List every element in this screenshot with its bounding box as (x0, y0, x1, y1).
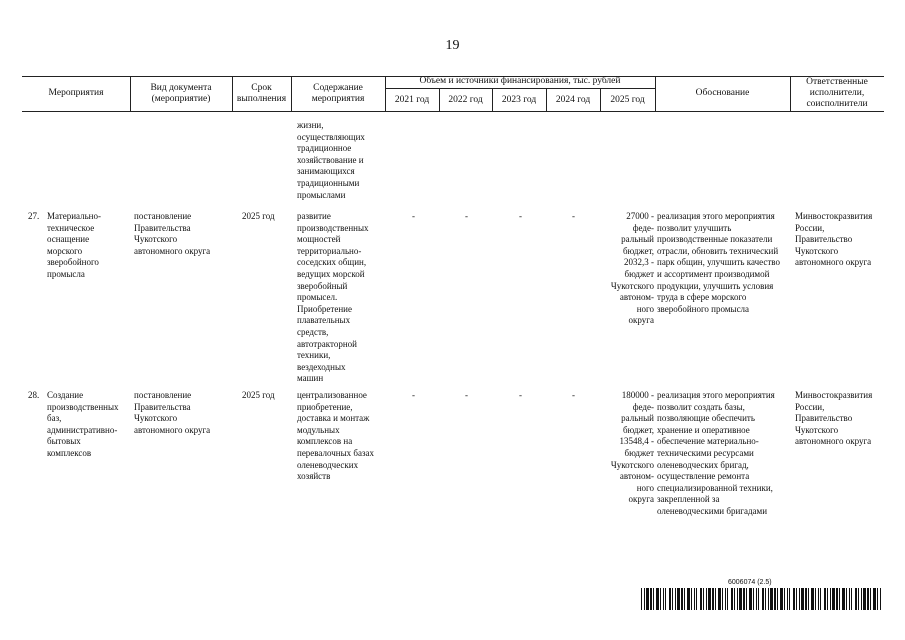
barcode-bar (873, 588, 876, 610)
barcode-bar (660, 588, 661, 610)
document-line: Правительства (134, 222, 191, 233)
barcode-bar (756, 588, 757, 610)
value-2025-line: феде- (632, 401, 654, 412)
barcode-bar (675, 588, 676, 610)
reason-line: техническими ресурсами (657, 447, 754, 458)
value-2025-line: ного (636, 303, 654, 314)
content-line: занимающихся (297, 166, 355, 177)
barcode-bar (820, 588, 821, 610)
content-line: жизни, (297, 120, 324, 130)
barcode-bar (830, 588, 831, 610)
responsible-line: Минвостокразвития (795, 390, 873, 400)
content-line: доставка и монтаж (297, 413, 370, 424)
event-line: зверобойного (47, 257, 99, 268)
reason-line: парк общин, улучшить качество (657, 257, 780, 268)
barcode-bar (836, 588, 838, 610)
header-responsible-line: Ответственные (806, 77, 868, 87)
content-line: Приобретение (297, 303, 352, 314)
barcode-bar (650, 588, 652, 610)
barcode-bar (784, 588, 785, 610)
header-content-line: мероприятия (311, 94, 365, 104)
header-reason (655, 88, 790, 99)
barcode-bar (706, 588, 707, 610)
content-line: средств, (297, 326, 329, 337)
continuation-content (297, 120, 389, 201)
barcode-bar (656, 588, 659, 610)
responsible-line: Минвостокразвития (795, 211, 873, 221)
header-responsible-line: соисполнители (806, 99, 868, 109)
barcode-bar (687, 588, 690, 610)
barcode-bar (770, 588, 773, 610)
reason-line: закрепленной за (657, 494, 720, 505)
content-line: комплексов на (297, 436, 353, 447)
barcode-bar (696, 588, 697, 610)
event-line: бытовых (47, 436, 81, 447)
row-number: 28. (28, 390, 40, 400)
reason-line: продукции, улучшить условия (657, 280, 774, 291)
barcode-bar (684, 588, 685, 610)
barcode-bar (708, 588, 711, 610)
header-term (232, 83, 291, 105)
barcode-bar (691, 588, 692, 610)
document-line: автономного округа (134, 245, 211, 256)
barcode-bar (818, 588, 819, 610)
barcode-bar (646, 588, 649, 610)
barcode-bar (861, 588, 862, 610)
content-line: плавательных (297, 315, 351, 326)
content-line: хозяйствование и (297, 154, 364, 165)
value-2025-line: феде- (632, 222, 654, 233)
reason-line: позволяющие обеспечить (657, 413, 755, 424)
row-number: 27. (28, 211, 40, 221)
reason-line: производственные показатели (657, 234, 773, 245)
content-line: промысел. (297, 292, 338, 303)
reason-line: реализация этого мероприятия (657, 211, 775, 221)
header-year-2022: 2022 год (448, 95, 483, 105)
barcode-bar (858, 588, 859, 610)
value-2025-line: бюджет, (622, 245, 654, 256)
row-content (297, 390, 389, 483)
header-year-2021: 2021 год (394, 95, 430, 105)
barcode-bar (753, 588, 754, 610)
content-line: централизованное (297, 390, 367, 400)
barcode-bar (863, 588, 866, 610)
barcode-bar (749, 588, 752, 610)
content-line: традиционными (297, 177, 360, 188)
barcode-bar (799, 588, 800, 610)
value-2022: - (465, 211, 468, 221)
barcode-bar (811, 588, 814, 610)
event-line: производственных (47, 401, 119, 412)
barcode-bar (746, 588, 747, 610)
barcode-bar (731, 588, 733, 610)
value-2025-line: 27000 - (626, 211, 654, 221)
barcode-bar (849, 588, 850, 610)
content-line: автотракторной (297, 338, 357, 349)
barcode-bar (712, 588, 714, 610)
row-term: 2025 год (242, 390, 275, 400)
content-line: модульных (297, 424, 340, 435)
content-line: перевалочных базах (297, 447, 375, 458)
barcode-bar (765, 588, 766, 610)
barcode-bar (793, 588, 795, 610)
barcode-bar (758, 588, 759, 610)
barcode-bar (846, 588, 847, 610)
barcode-bar (787, 588, 788, 610)
reason-line: оленеводческих бригад, (657, 459, 749, 470)
value-2021: - (412, 211, 415, 221)
header-reason-label: Обоснование (695, 88, 750, 98)
value-2023: - (519, 211, 522, 221)
value-2025-line: округа (628, 315, 654, 326)
event-line: Материально- (47, 211, 101, 221)
event-line: промысла (47, 268, 85, 279)
value-2025-line: автоном- (619, 471, 654, 482)
barcode-bar (665, 588, 666, 610)
reason-line: осуществление ремонта (657, 471, 750, 482)
barcode-bar (718, 588, 721, 610)
barcode-bar (839, 588, 840, 610)
barcode-bar (672, 588, 673, 610)
header-financing: Объем и источники финансирования, тыс. рублей (419, 76, 621, 86)
event-line: техническое (47, 222, 95, 233)
reason-line: труда в сфере морского (657, 292, 747, 303)
reason-line: хранение и оперативное (657, 424, 750, 435)
value-2025-line: Чукотского (610, 280, 654, 291)
barcode-bar (832, 588, 835, 610)
header-year-2023: 2023 год (501, 95, 537, 105)
row-document (134, 390, 234, 436)
row-event (47, 211, 131, 281)
event-line: баз, (47, 413, 62, 424)
header-term-line: выполнения (236, 94, 287, 104)
content-line: территориально- (297, 245, 362, 256)
content-line: развитие (297, 211, 331, 221)
header-content-line: Содержание (313, 83, 363, 93)
content-line: машин (297, 373, 324, 384)
row-reason (657, 390, 795, 518)
value-2025-line: бюджет (624, 447, 654, 458)
reason-line: обеспечение материально- (657, 436, 759, 447)
barcode (641, 588, 882, 610)
content-line: мощностей (297, 234, 341, 245)
barcode-bar (681, 588, 683, 610)
barcode-bar (743, 588, 745, 610)
responsible-line: Правительство (795, 413, 853, 424)
barcode-bar (768, 588, 769, 610)
document-line: Правительства (134, 401, 191, 412)
barcode-bar (725, 588, 726, 610)
responsible-line: Правительство (795, 234, 853, 245)
content-line: вездеходных (297, 361, 346, 372)
barcode-bar (827, 588, 828, 610)
value-2025-line: бюджет (624, 268, 654, 279)
barcode-bar (677, 588, 680, 610)
reason-line: реализация этого мероприятия (657, 390, 775, 400)
content-line: традиционное (297, 143, 352, 154)
barcode-bar (877, 588, 878, 610)
row-reason (657, 211, 795, 315)
value-2021: - (412, 390, 415, 400)
header-document-type (130, 83, 232, 105)
responsible-line: Чукотского (795, 424, 839, 435)
value-2025-line: ральный (621, 234, 654, 245)
value-2025-line: бюджет, (622, 424, 654, 435)
value-2025-line: 2032,3 - (624, 257, 654, 268)
header-document-line: Вид документа (150, 83, 212, 93)
barcode-bar (715, 588, 716, 610)
barcode-bar (808, 588, 809, 610)
row-document (134, 211, 234, 257)
responsible-line: автономного округа (795, 257, 872, 268)
barcode-bar (762, 588, 764, 610)
barcode-bar (880, 588, 881, 610)
barcode-bar (796, 588, 797, 610)
content-line: техники, (297, 350, 331, 361)
row-responsible (795, 211, 890, 269)
event-line: Создание (47, 390, 84, 400)
barcode-bar (739, 588, 742, 610)
barcode-bar (867, 588, 869, 610)
content-line: промыслами (297, 189, 346, 200)
barcode-bar (694, 588, 695, 610)
event-line: оснащение (47, 234, 90, 245)
reason-line: позволит создать базы, (657, 401, 745, 412)
header-content (291, 83, 385, 105)
content-line: производственных (297, 222, 369, 233)
responsible-line: России, (795, 222, 825, 233)
value-2024: - (572, 211, 575, 221)
header-year-2024: 2024 год (555, 95, 591, 105)
value-2025 (598, 390, 654, 506)
barcode-bar (663, 588, 664, 610)
document-line: Чукотского (134, 413, 178, 424)
value-2025 (598, 211, 654, 327)
responsible-line: России, (795, 401, 825, 412)
reason-line: и ассортимент производимой (657, 268, 770, 279)
value-2025-line: ного (636, 482, 654, 493)
value-2023: - (519, 390, 522, 400)
content-line: соседских общин, (297, 257, 367, 268)
barcode-bar (805, 588, 807, 610)
row-content (297, 211, 389, 385)
responsible-line: автономного округа (795, 436, 872, 447)
barcode-bar (700, 588, 702, 610)
barcode-bar (824, 588, 826, 610)
header-document-line: (мероприятие) (151, 94, 211, 104)
header-term-line: Срок (251, 83, 272, 93)
barcode-bar (703, 588, 704, 610)
document-line: Чукотского (134, 234, 178, 245)
barcode-number: 6006074 (2.5) (728, 579, 772, 586)
table-header-bottom-border (22, 111, 884, 112)
value-2025-line: 180000 - (621, 390, 654, 400)
reason-line: отрасли, обновить технический (657, 245, 779, 256)
barcode-bar (641, 588, 642, 610)
document-line: автономного округа (134, 424, 211, 435)
content-line: хозяйств (297, 471, 331, 482)
row-term: 2025 год (242, 211, 275, 221)
financing-header-divider (385, 88, 655, 89)
content-line: осуществляющих (297, 131, 365, 142)
barcode-bar (870, 588, 871, 610)
row-responsible (795, 390, 890, 448)
header-event-label: Мероприятия (48, 88, 104, 98)
header-responsible-line: исполнители, (809, 88, 865, 98)
barcode-bar (727, 588, 728, 610)
barcode-bar (644, 588, 645, 610)
content-line: ведущих морской (297, 268, 365, 279)
barcode-bar (653, 588, 654, 610)
content-line: оленеводческих (297, 459, 359, 470)
header-responsible (790, 77, 884, 110)
barcode-bar (774, 588, 776, 610)
barcode-bar (851, 588, 852, 610)
row-event (47, 390, 131, 460)
reason-line: зверобойного промысла (657, 303, 750, 314)
barcode-bar (722, 588, 723, 610)
header-year-2025: 2025 год (610, 95, 645, 105)
barcode-bar (842, 588, 845, 610)
barcode-bar (734, 588, 735, 610)
reason-line: специализированной техники, (657, 482, 773, 493)
event-line: комплексов (47, 447, 92, 458)
barcode-bar (801, 588, 804, 610)
page-number: 19 (445, 38, 460, 53)
reason-line: оленеводческими бригадами (657, 505, 768, 516)
document-line: постановление (134, 211, 192, 221)
barcode-bar (780, 588, 783, 610)
content-line: зверобойный (297, 280, 348, 291)
value-2025-line: Чукотского (610, 459, 654, 470)
barcode-bar (669, 588, 671, 610)
content-line: приобретение, (297, 401, 353, 412)
responsible-line: Чукотского (795, 245, 839, 256)
barcode-bar (855, 588, 857, 610)
reason-line: позволит улучшить (657, 222, 732, 233)
event-line: административно- (47, 424, 118, 435)
value-2022: - (465, 390, 468, 400)
barcode-bar (815, 588, 816, 610)
document-line: постановление (134, 390, 192, 400)
barcode-bar (777, 588, 778, 610)
value-2025-line: 13548,4 - (619, 436, 654, 447)
value-2024: - (572, 390, 575, 400)
value-2025-line: ральный (621, 413, 654, 424)
barcode-bar (737, 588, 738, 610)
event-line: морского (47, 245, 83, 256)
value-2025-line: округа (628, 494, 654, 505)
header-event (22, 88, 130, 99)
value-2025-line: автоном- (619, 292, 654, 303)
barcode-bar (789, 588, 790, 610)
